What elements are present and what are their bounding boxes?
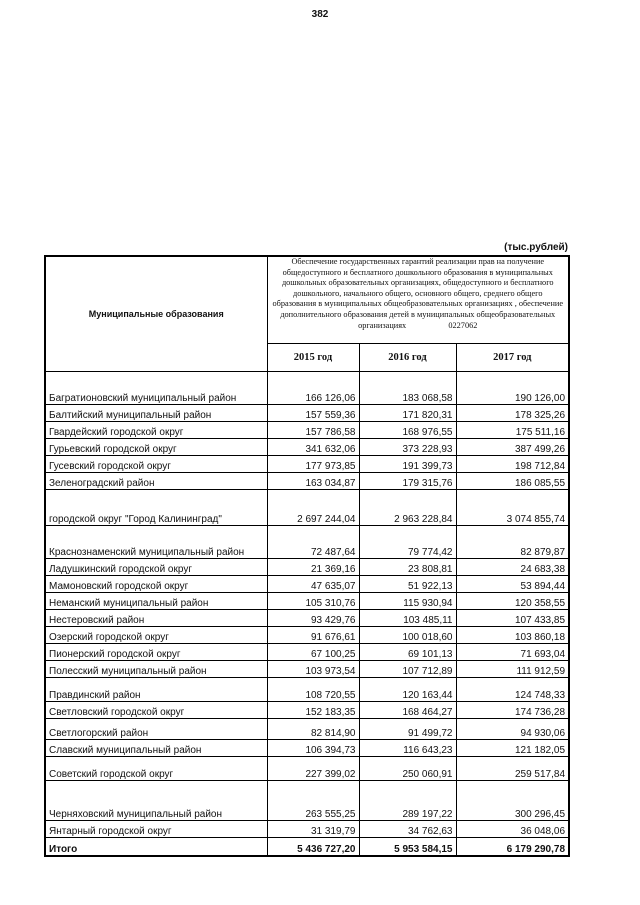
table-row bbox=[45, 576, 569, 593]
value-2016: 115 930,94 bbox=[359, 593, 456, 610]
value-2016: 103 485,11 bbox=[359, 610, 456, 627]
municipality-name: Светловский городской округ bbox=[45, 702, 267, 719]
value-2017: 174 736,28 bbox=[456, 702, 569, 719]
table-row bbox=[45, 526, 569, 559]
value-2016: 120 163,44 bbox=[359, 678, 456, 702]
value-2015: 93 429,76 bbox=[267, 610, 359, 627]
value-2017: 121 182,05 bbox=[456, 740, 569, 757]
value-2017: 175 511,16 bbox=[456, 422, 569, 439]
value-2017: 94 930,06 bbox=[456, 719, 569, 740]
value-2017: 3 074 855,74 bbox=[456, 490, 569, 526]
table-row bbox=[45, 781, 569, 821]
table-row bbox=[45, 372, 569, 405]
table-row bbox=[45, 740, 569, 757]
table-row bbox=[45, 422, 569, 439]
table-row bbox=[45, 405, 569, 422]
value-2017: 24 683,38 bbox=[456, 559, 569, 576]
table-row bbox=[45, 678, 569, 702]
total-row bbox=[45, 838, 569, 857]
value-2015: 67 100,25 bbox=[267, 644, 359, 661]
table-row bbox=[45, 456, 569, 473]
value-2016: 179 315,76 bbox=[359, 473, 456, 490]
value-2015: 157 559,36 bbox=[267, 405, 359, 422]
municipality-name: городской округ "Город Калининград" bbox=[45, 490, 267, 526]
municipality-name: Советский городской округ bbox=[45, 757, 267, 781]
municipality-name: Гвардейский городской округ bbox=[45, 422, 267, 439]
value-2015: 103 973,54 bbox=[267, 661, 359, 678]
value-2017: 198 712,84 bbox=[456, 456, 569, 473]
value-2017: 186 085,55 bbox=[456, 473, 569, 490]
value-2016: 191 399,73 bbox=[359, 456, 456, 473]
municipality-name: Неманский муниципальный район bbox=[45, 593, 267, 610]
value-2017: 300 296,45 bbox=[456, 781, 569, 821]
value-2017: 111 912,59 bbox=[456, 661, 569, 678]
table-row bbox=[45, 757, 569, 781]
table-row bbox=[45, 719, 569, 740]
value-2016: 250 060,91 bbox=[359, 757, 456, 781]
budget-table bbox=[44, 255, 570, 857]
value-2015: 47 635,07 bbox=[267, 576, 359, 593]
value-2016: 168 976,55 bbox=[359, 422, 456, 439]
value-2016: 34 762,63 bbox=[359, 821, 456, 838]
value-2016: 2 963 228,84 bbox=[359, 490, 456, 526]
value-2015: 31 319,79 bbox=[267, 821, 359, 838]
value-2016: 69 101,13 bbox=[359, 644, 456, 661]
municipality-name: Янтарный городской округ bbox=[45, 821, 267, 838]
value-2015: 341 632,06 bbox=[267, 439, 359, 456]
value-2015: 82 814,90 bbox=[267, 719, 359, 740]
value-2015: 72 487,64 bbox=[267, 526, 359, 559]
value-2017: 124 748,33 bbox=[456, 678, 569, 702]
municipality-name: Гусевский городской округ bbox=[45, 456, 267, 473]
value-2016: 183 068,58 bbox=[359, 372, 456, 405]
value-2017: 178 325,26 bbox=[456, 405, 569, 422]
table-row bbox=[45, 593, 569, 610]
value-2015: 157 786,58 bbox=[267, 422, 359, 439]
total-2015: 5 436 727,20 bbox=[267, 838, 359, 857]
budget-code: 0227062 bbox=[448, 320, 478, 330]
units-label: (тыс.рублей) bbox=[504, 242, 568, 253]
municipality-name: Ладушкинский городской округ bbox=[45, 559, 267, 576]
table-row bbox=[45, 661, 569, 678]
year-header-2015: 2015 год bbox=[267, 344, 359, 372]
value-2015: 105 310,76 bbox=[267, 593, 359, 610]
municipality-name: Багратионовский муниципальный район bbox=[45, 372, 267, 405]
value-2016: 171 820,31 bbox=[359, 405, 456, 422]
value-2016: 51 922,13 bbox=[359, 576, 456, 593]
value-2016: 116 643,23 bbox=[359, 740, 456, 757]
value-2015: 163 034,87 bbox=[267, 473, 359, 490]
value-2015: 227 399,02 bbox=[267, 757, 359, 781]
value-2015: 91 676,61 bbox=[267, 627, 359, 644]
value-2016: 373 228,93 bbox=[359, 439, 456, 456]
value-2016: 23 808,81 bbox=[359, 559, 456, 576]
value-2017: 36 048,06 bbox=[456, 821, 569, 838]
value-2016: 91 499,72 bbox=[359, 719, 456, 740]
municipality-name: Гурьевский городской округ bbox=[45, 439, 267, 456]
value-2016: 107 712,89 bbox=[359, 661, 456, 678]
value-2017: 259 517,84 bbox=[456, 757, 569, 781]
year-header-2017: 2017 год bbox=[456, 344, 569, 372]
total-2016: 5 953 584,15 bbox=[359, 838, 456, 857]
value-2016: 289 197,22 bbox=[359, 781, 456, 821]
municipality-name: Мамоновский городской округ bbox=[45, 576, 267, 593]
municipality-name: Озерский городской округ bbox=[45, 627, 267, 644]
municipality-name: Балтийский муниципальный район bbox=[45, 405, 267, 422]
value-2017: 103 860,18 bbox=[456, 627, 569, 644]
value-2015: 108 720,55 bbox=[267, 678, 359, 702]
municipality-name: Светлогорский район bbox=[45, 719, 267, 740]
value-2015: 21 369,16 bbox=[267, 559, 359, 576]
value-2017: 190 126,00 bbox=[456, 372, 569, 405]
municipality-name: Краснознаменский муниципальный район bbox=[45, 526, 267, 559]
value-2017: 71 693,04 bbox=[456, 644, 569, 661]
value-2017: 120 358,55 bbox=[456, 593, 569, 610]
table-row bbox=[45, 702, 569, 719]
header-row bbox=[45, 256, 569, 344]
value-2015: 152 183,35 bbox=[267, 702, 359, 719]
table-row bbox=[45, 627, 569, 644]
table-row bbox=[45, 821, 569, 838]
table-row bbox=[45, 644, 569, 661]
municipality-name: Славский муниципальный район bbox=[45, 740, 267, 757]
page-number: 382 bbox=[311, 9, 329, 20]
municipality-name: Полесский муниципальный район bbox=[45, 661, 267, 678]
table-row bbox=[45, 559, 569, 576]
table-row bbox=[45, 473, 569, 490]
value-2016: 79 774,42 bbox=[359, 526, 456, 559]
municipality-name: Правдинский район bbox=[45, 678, 267, 702]
value-2015: 106 394,73 bbox=[267, 740, 359, 757]
table-row bbox=[45, 610, 569, 627]
municipality-name: Нестеровский район bbox=[45, 610, 267, 627]
table-row bbox=[45, 439, 569, 456]
value-2015: 2 697 244,04 bbox=[267, 490, 359, 526]
value-2017: 53 894,44 bbox=[456, 576, 569, 593]
value-2015: 166 126,06 bbox=[267, 372, 359, 405]
total-label: Итого bbox=[45, 838, 267, 857]
description-text: Обеспечение государственных гарантий реализации прав на получение общедоступного и бесплатного дошкольного образования в муниципальных дошкольных образовательных организациях, общедоступного и бесплатного дошкольного, начального общего, основного общего, среднего общего образования в муниципальных общеобразовательных организациях , обеспечение дополнительного образования детей в муниципальных общеобразовательных организациях bbox=[272, 257, 564, 330]
value-2015: 177 973,85 bbox=[267, 456, 359, 473]
value-2017: 387 499,26 bbox=[456, 439, 569, 456]
value-2016: 168 464,27 bbox=[359, 702, 456, 719]
municipality-header: Муниципальные образования bbox=[45, 256, 267, 372]
municipality-name: Черняховский муниципальный район bbox=[45, 781, 267, 821]
value-2015: 263 555,25 bbox=[267, 781, 359, 821]
value-2017: 107 433,85 bbox=[456, 610, 569, 627]
municipality-name: Пионерский городской округ bbox=[45, 644, 267, 661]
description-header bbox=[267, 256, 569, 344]
total-2017: 6 179 290,78 bbox=[456, 838, 569, 857]
municipality-name: Зеленоградский район bbox=[45, 473, 267, 490]
table-row bbox=[45, 490, 569, 526]
value-2017: 82 879,87 bbox=[456, 526, 569, 559]
year-header-2016: 2016 год bbox=[359, 344, 456, 372]
value-2016: 100 018,60 bbox=[359, 627, 456, 644]
